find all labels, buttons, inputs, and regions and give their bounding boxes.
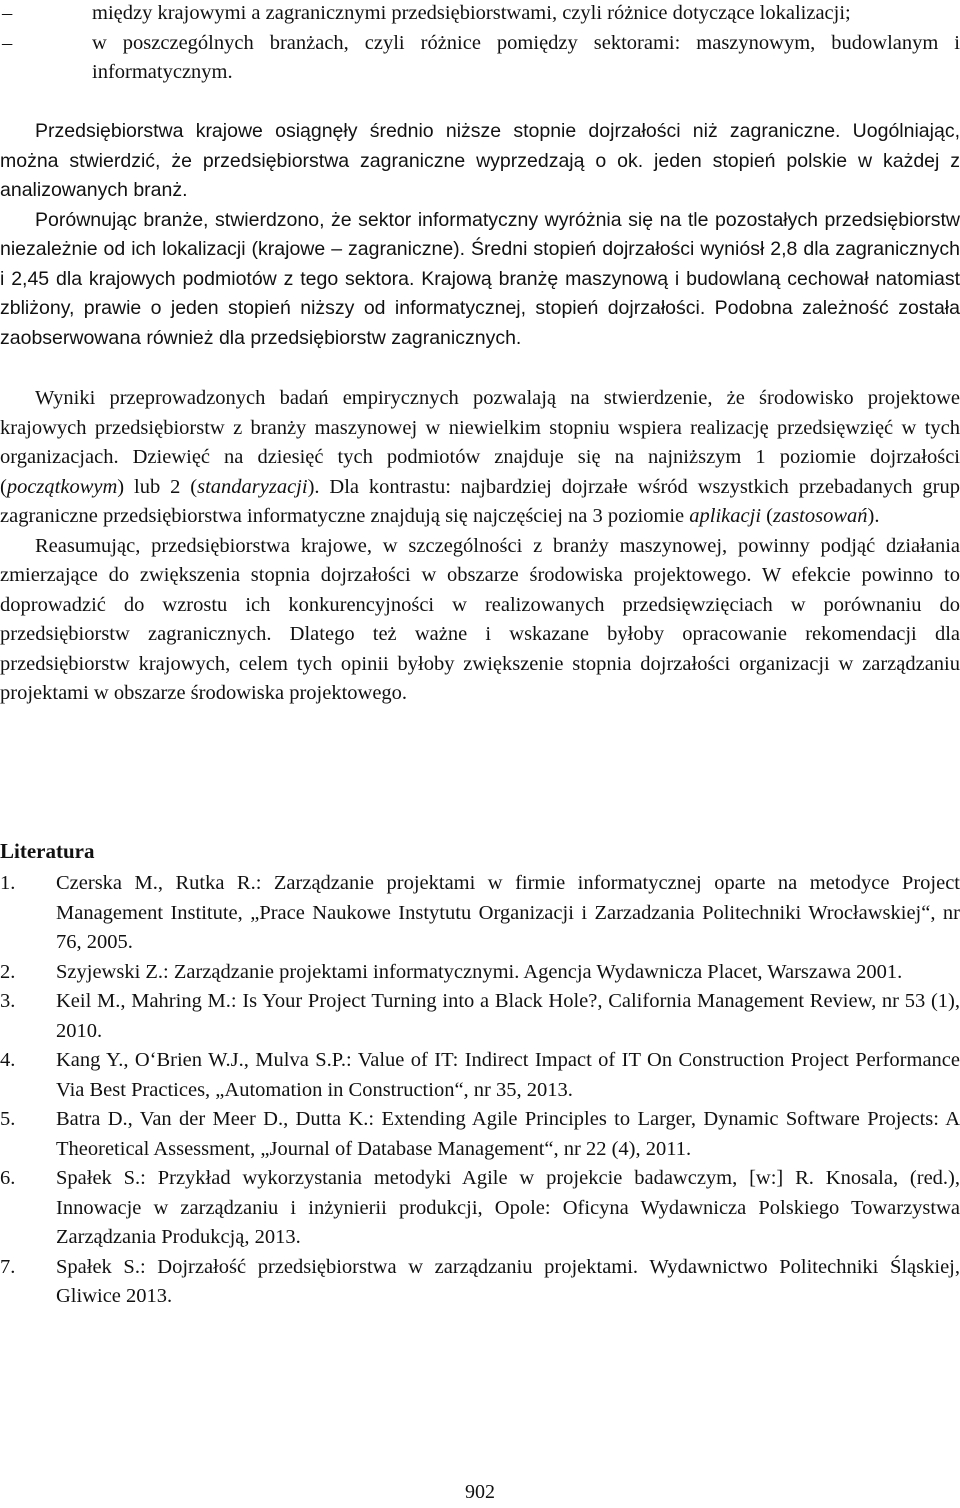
references-heading: Literatura	[0, 839, 95, 863]
reference-number: 1.	[0, 872, 16, 894]
paragraph-findings: Wyniki przeprowadzonych badań empirycznych pozwalają na stwierdzenie, że środowisko projektowe krajowych przedsiębiorstw z branży maszynowej w niewielkim stopniu wspiera realizację przedsięwzięć w tych organizacjach. Dziewięć na dziesięć tych podmiotów znajduje się na najniższym 1 poziomie dojrzałości (początkowym) lub 2 (standaryzacji). Dla kontrastu: najbardziej dojrzałe wśród wszystkich przebadanych grup zagraniczne przedsiębiorstwa informatyczne znajdują się najczęściej na 3 poziomie aplikacji (zastosowań).	[0, 387, 960, 527]
reference-text: Batra D., Van der Meer D., Dutta K.: Extending Agile Principles to Larger, Dynamic Software Projects: A Theoretical Assessment, „Journal of Database Management“, nr 22 (4), 2011.	[56, 1108, 960, 1160]
list-item	[0, 0, 960, 29]
reference-text: Kang Y., O‘Brien W.J., Mulva S.P.: Value of IT: Indirect Impact of IT On Construction Project Performance Via Best Practices, „Automation in Construction“, nr 35, 2013.	[56, 1049, 960, 1101]
reference-text: Spałek S.: Dojrzałość przedsiębiorstwa w zarządzaniu projektami. Wydawnictwo Politechniki Śląskiej, Gliwice 2013.	[56, 1255, 960, 1307]
reference-text: Czerska M., Rutka R.: Zarządzanie projektami w firmie informatycznej oparte na metodyce Project Management Institute, „Prace Naukowe Instytutu Organizacji i Zarzadzania Politechniki Wrocławskiej“, nr 76, 2005.	[56, 872, 960, 953]
reference-item	[0, 869, 960, 958]
reference-number: 5.	[0, 1108, 16, 1130]
reference-item	[0, 958, 960, 988]
reference-text: Spałek S.: Przykład wykorzystania metodyki Agile w projekcie badawczym, [w:] R. Knosala, (red.), Innowacje w zarządzaniu i inżynierii produkcji, Opole: Oficyna Wydawnicza Polskiego Towarzystwa Zarządzania Produkcją, 2013.	[56, 1167, 960, 1248]
reference-item	[0, 1046, 960, 1105]
body-text-serif	[0, 384, 960, 709]
dash-marker: –	[2, 2, 13, 24]
reference-text: Keil M., Mahring M.: Is Your Project Turning into a Black Hole?, California Management Review, nr 53 (1), 2010.	[56, 990, 960, 1042]
reference-text: Szyjewski Z.: Zarządzanie projektami informatycznymi. Agencja Wydawnicza Placet, Warszawa 2001.	[56, 960, 903, 983]
reference-number: 2.	[0, 960, 16, 983]
reference-number: 4.	[0, 1049, 16, 1071]
reference-number: 7.	[0, 1255, 16, 1278]
references-list	[0, 869, 960, 1312]
reference-item	[0, 1105, 960, 1164]
list-item-text: między krajowymi a zagranicznymi przedsiębiorstwami, czyli różnice dotyczące lokalizacji;	[92, 2, 851, 24]
paragraph-summary: Przedsiębiorstwa krajowe osiągnęły średnio niższe stopnie dojrzałości niż zagraniczne. Uogólniając, można stwierdzić, że przedsiębiorstwa zagraniczne wyprzedzają o ok. jeden stopień polskie w każdej z analizowanych branż.	[0, 120, 960, 201]
dash-marker: –	[2, 31, 13, 54]
reference-number: 3.	[0, 990, 16, 1012]
paragraph-conclusion: Reasumując, przedsiębiorstwa krajowe, w szczególności z branży maszynowej, powinny podjąć działania zmierzające do zwiększenia stopnia dojrzałości w obszarze środowiska projektowego. W efekcie powinno to doprowadzić do wzrostu ich konkurencyjności w realizowanych przedsięwzięciach w porównaniu do przedsiębiorstw zagranicznych. Dlatego też ważne i wskazane byłoby opracowanie rekomendacji dla przedsiębiorstw krajowych, celem tych opinii byłoby zwiększenie stopnia dojrzałości organizacji w zarządzaniu projektami w obszarze środowiska projektowego.	[0, 534, 960, 704]
reference-item	[0, 1164, 960, 1253]
reference-number: 6.	[0, 1167, 16, 1189]
dash-list	[0, 0, 960, 88]
list-item-text: w poszczególnych branżach, czyli różnice pomiędzy sektorami: maszynowym, budowlanym i informatycznym.	[92, 31, 960, 83]
reference-item	[0, 987, 960, 1046]
page-number: 902	[465, 1481, 495, 1503]
body-text-sans	[0, 117, 960, 353]
paragraph-comparison: Porównując branże, stwierdzono, że sektor informatyczny wyróżnia się na tle pozostałych przedsiębiorstw niezależnie od ich lokalizacji (krajowe – zagraniczne). Średni stopień dojrzałości wyniósł 2,8 dla zagranicznych i 2,45 dla krajowych podmiotów z tego sektora. Krajową branżę maszynową i budowlaną cechował natomiast zbliżony, prawie o jeden stopień niższy od informatycznej, stopień dojrzałości. Podobna zależność została zaobserwowana również dla przedsiębiorstw zagranicznych.	[0, 208, 960, 349]
list-item	[0, 29, 960, 88]
reference-item	[0, 1253, 960, 1312]
